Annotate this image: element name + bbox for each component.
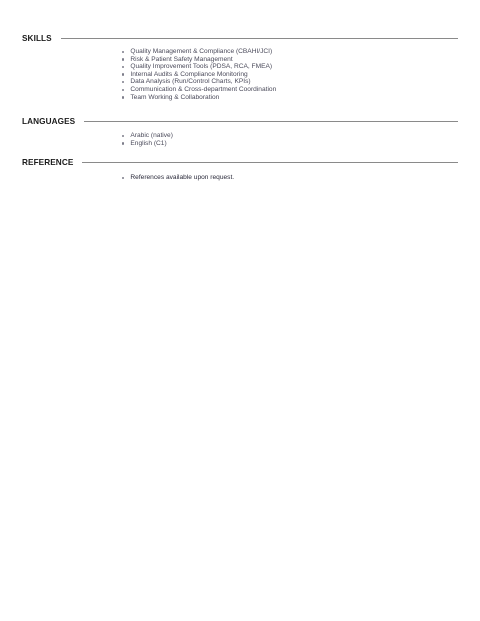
reference-title: REFERENCE bbox=[22, 157, 74, 167]
language-text: English (C1) bbox=[130, 139, 167, 147]
list-item bbox=[122, 48, 276, 56]
reference-section bbox=[22, 156, 458, 181]
skill-text: Data Analysis (Run/Control Charts, KPIs) bbox=[130, 78, 251, 86]
bullet-icon bbox=[122, 89, 124, 91]
bullet-icon bbox=[122, 96, 124, 98]
reference-text: References available upon request. bbox=[130, 174, 235, 181]
reference-header bbox=[22, 156, 458, 168]
skill-text: Quality Improvement Tools (PDSA, RCA, FMEA) bbox=[130, 63, 273, 71]
bullet-icon bbox=[122, 81, 124, 83]
bullet-icon bbox=[122, 66, 124, 68]
skills-divider bbox=[61, 38, 458, 39]
bullet-icon bbox=[122, 58, 124, 60]
list-item bbox=[122, 71, 276, 79]
list-item bbox=[122, 63, 276, 71]
reference-divider bbox=[82, 162, 458, 163]
skills-header bbox=[22, 32, 458, 44]
list-item bbox=[122, 78, 276, 86]
skill-text: Internal Audits & Compliance Monitoring bbox=[130, 70, 248, 78]
bullet-icon bbox=[122, 142, 124, 144]
language-text: Arabic (native) bbox=[130, 132, 173, 139]
skill-text: Team Working & Collaboration bbox=[130, 93, 220, 101]
languages-list bbox=[122, 132, 173, 147]
skills-section bbox=[22, 32, 458, 101]
skills-title: SKILLS bbox=[22, 33, 52, 43]
bullet-icon bbox=[122, 177, 124, 179]
reference-list bbox=[122, 174, 234, 182]
skill-text: Risk & Patient Safety Management bbox=[130, 55, 233, 63]
list-item bbox=[122, 56, 276, 64]
bullet-icon bbox=[122, 135, 124, 137]
languages-title: LANGUAGES bbox=[22, 116, 76, 126]
skill-text: Quality Management & Compliance (CBAHI/JCI) bbox=[130, 48, 273, 55]
bullet-icon bbox=[122, 73, 124, 75]
skills-list bbox=[122, 48, 276, 101]
list-item bbox=[122, 94, 276, 102]
list-item bbox=[122, 174, 234, 182]
list-item bbox=[122, 140, 173, 148]
skill-text: Communication & Cross-department Coordination bbox=[130, 85, 277, 93]
languages-header bbox=[22, 115, 458, 127]
languages-divider bbox=[84, 121, 458, 122]
bullet-icon bbox=[122, 51, 124, 53]
languages-section bbox=[22, 115, 458, 147]
list-item bbox=[122, 132, 173, 140]
list-item bbox=[122, 86, 276, 94]
